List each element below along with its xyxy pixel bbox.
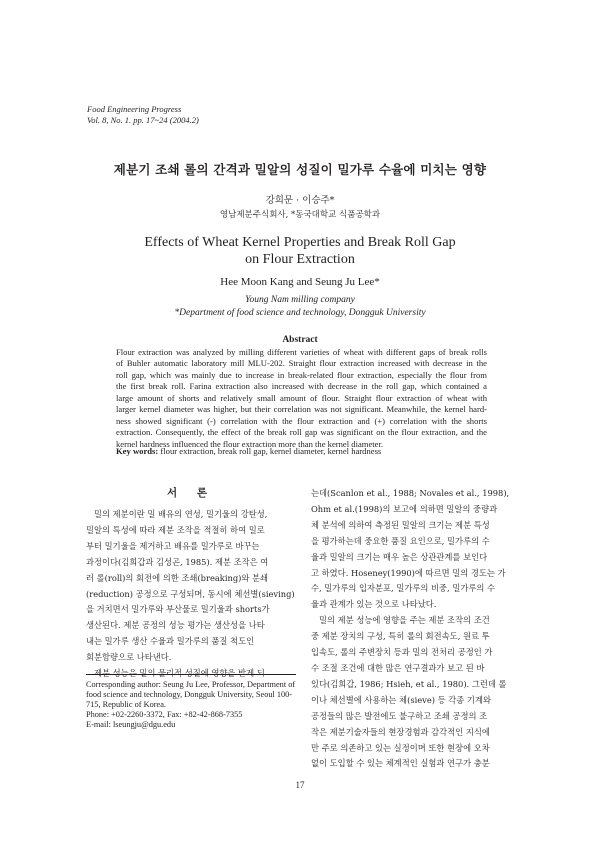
abstract-line: larger kernel diameter was higher, but their correlation was not significant. Meanwhile, the kernel hard- (116, 404, 487, 415)
page-number: 17 (295, 780, 305, 790)
abstract-line: kernel hardness influenced the flour extraction more than the kernel diameter. (116, 438, 384, 449)
body-line: Ohm et al.(1998)의 보고에 의하면 밀알의 중량과 (311, 503, 498, 514)
body-line: 러 롤(roll)의 회전에 의한 조쇄(breaking)와 분쇄 (86, 572, 269, 583)
body-line: 공정들의 많은 발전에도 불구하고 조쇄 공정의 조 (311, 710, 488, 721)
footnote-divider (86, 674, 296, 675)
english-authors: Hee Moon Kang and Seung Ju Lee* (220, 276, 380, 288)
body-line: 고 하였다. Hoseney(1990)에 따르면 밀의 경도는 가 (311, 567, 506, 578)
english-title-line: Effects of Wheat Kernel Properties and Break Roll Gap (144, 235, 456, 250)
journal-citation: Vol. 8, No. 1. pp. 17~24 (2004.2) (87, 114, 199, 125)
abstract-line: extraction. Consequently, the effect of the break roll gap was significant on the flour extraction, and the (116, 427, 487, 438)
body-line: 있다(김희갑, 1986; Hsieh, et al., 1980). 그런데 롤 (311, 678, 507, 689)
footnote-line: 715, Republic of Korea. (86, 699, 166, 709)
body-line: 밀의 제분 성능에 영향을 주는 제분 조작의 조건 (319, 615, 490, 626)
body-line: 이나 체선별에 사용하는 체(sieve) 등 각종 기계와 (311, 694, 491, 705)
keywords-label: Key words: (116, 446, 159, 456)
body-line: 생산된다. 제분 공정의 성능 평가는 생산성을 나타 (86, 620, 265, 631)
journal-header (87, 104, 199, 125)
footnote-line: Corresponding author: Seung Ju Lee, Professor, Department of (86, 680, 296, 689)
abstract-line: Flour extraction was analyzed by milling different varieties of wheat with different gaps of break rolls (116, 347, 487, 357)
body-line: 회분함량으로 나타낸다. (86, 652, 172, 663)
keywords (116, 446, 381, 456)
body-line: 없이 도입할 수 있는 체계적인 실험과 연구가 충분 (311, 758, 490, 769)
body-line: 제분 성능은 밀의 물리적 성질에 영향을 받게 되 (94, 668, 265, 679)
body-line: 을 평가하는데 중요한 품질 요인으로, 밀가루의 수 (311, 535, 490, 546)
keywords-text: flour extraction, break roll gap, kernel diameter, kernel hardness (160, 446, 382, 456)
journal-name: Food Engineering Progress (87, 104, 182, 114)
body-line: 만 주로 의존하고 있는 실정이며 또한 현장에 오차 (311, 742, 490, 753)
english-title-line: on Flour Extraction (245, 252, 355, 267)
body-line: 는데(Scanlon et al., 1988; Novales et al., 1998), (311, 488, 510, 498)
affiliation-line: Young Nam milling company (245, 295, 355, 305)
footnote-line: food science and technology, Dongguk University, Seoul 100- (86, 689, 293, 699)
body-line: 내는 밀가루 생산 수율과 밀가루의 품질 척도인 (86, 636, 255, 647)
abstract-line: roll gap, which was mainly due to increase in break-related flour extraction, especially the flour from (116, 369, 487, 380)
body-line: 작은 제분기술자들의 현장경험과 감각적인 지식에 (311, 726, 490, 737)
footnote-line: E-mail: lseungju@dgu.edu (86, 719, 176, 729)
abstract-body (116, 347, 487, 450)
body-line: 과정이다(김희갑과 김성곤, 1985). 제분 조작은 여 (86, 556, 269, 567)
body-line: 체 분석에 의하여 측정된 밀알의 크기는 제분 특성 (311, 519, 490, 530)
affiliation-line: *Department of food science and technology, Dongguk University (174, 308, 426, 318)
abstract-line: the first break roll. Farina extraction also increased with decrease in the roll gap, which contained a (116, 381, 487, 392)
abstract-heading: Abstract (282, 335, 318, 345)
body-line: 율과 밀알의 크기는 매우 높은 상관관계를 보인다 (311, 551, 488, 562)
body-line: 을 거치면서 밀가루와 부산물로 밀기울과 shorts가 (86, 604, 270, 615)
korean-affiliation: 영남제분주식회사, *동국대학교 식품공학과 (219, 210, 381, 220)
abstract-line: of Buhler automatic laboratory mill MLU-202. Straight flour extraction increased with decrease in the (116, 358, 487, 369)
left-column (86, 507, 296, 682)
body-line: 율과 관계가 있는 것으로 나타났다. (311, 599, 437, 610)
section-title: 서 론 (167, 487, 215, 499)
body-line: 밀알의 특성에 따라 제분 조작을 적절히 하여 밀로 (86, 524, 265, 535)
body-line: 밀의 제분이란 밀 배유의 연성, 밀기울의 강탄성, (94, 509, 268, 519)
english-title (0, 234, 600, 268)
body-line: (reduction) 공정으로 구성되며, 동시에 체선별(sieving) (86, 588, 295, 599)
body-line: 수 조절 조건에 대한 많은 연구결과가 보고 된 바 (311, 662, 485, 673)
body-line: 부터 밀기울을 제거하고 배유를 밀가루로 바꾸는 (86, 540, 260, 551)
body-line: 입속도, 롤의 주변장치 등과 밀의 전처리 공정인 가 (311, 647, 493, 658)
right-column (311, 486, 516, 772)
abstract-line: large amount of shorts and relatively small amount of flour. Straight flour extraction of wheat with (116, 392, 487, 403)
body-line: 수, 밀가루의 입자분포, 밀가루의 비중, 밀가루의 수 (311, 583, 496, 594)
body-line: 중 제분 장치의 구성, 특히 롤의 회전속도, 원료 투 (311, 631, 490, 642)
korean-authors: 강희문 · 이승주* (265, 195, 335, 206)
korean-title: 제분기 조쇄 롤의 간격과 밀알의 성질이 밀가루 수율에 미치는 영향 (113, 162, 487, 177)
footnote (86, 680, 301, 730)
abstract-line: ness showed significant (-) correlation with the flour extraction and (+) correlation with the shorts (116, 415, 487, 426)
footnote-line: Phone: +02-2260-3372, Fax: +82-42-868-7355 (86, 709, 243, 719)
english-affiliation (0, 294, 600, 320)
